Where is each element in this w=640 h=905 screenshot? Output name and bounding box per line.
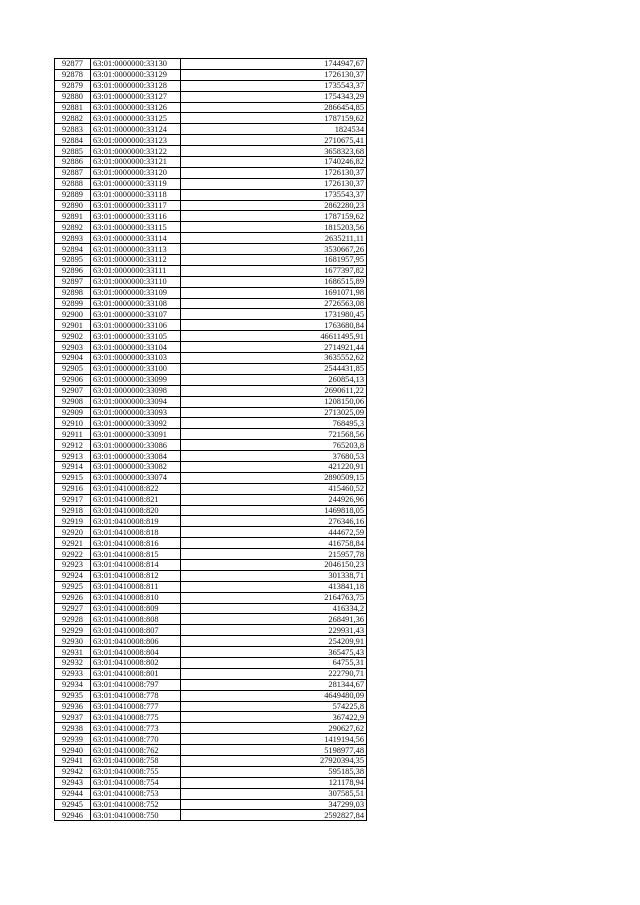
- row-number-cell: 92883: [55, 124, 91, 135]
- cadastral-number-cell: 63:01:0410008:820: [91, 505, 181, 516]
- cadastral-value-cell: 1208150,06: [181, 396, 367, 407]
- row-number-cell: 92926: [55, 592, 91, 603]
- cadastral-number-cell: 63:01:0000000:33114: [91, 233, 181, 244]
- cadastral-number-cell: 63:01:0000000:33074: [91, 472, 181, 483]
- cadastral-number-cell: 63:01:0410008:808: [91, 614, 181, 625]
- table-row: [55, 777, 367, 788]
- cadastral-value-cell: 4649480,09: [181, 690, 367, 701]
- cadastral-number-cell: 63:01:0000000:33092: [91, 418, 181, 429]
- row-number-cell: 92942: [55, 766, 91, 777]
- cadastral-number-cell: 63:01:0410008:758: [91, 756, 181, 767]
- table-row: [55, 745, 367, 756]
- table-row: [55, 91, 367, 102]
- table-row: [55, 287, 367, 298]
- table-row: [55, 625, 367, 636]
- row-number-cell: 92933: [55, 668, 91, 679]
- cadastral-value-cell: 1691071,98: [181, 287, 367, 298]
- table-row: [55, 211, 367, 222]
- cadastral-number-cell: 63:01:0000000:33124: [91, 124, 181, 135]
- cadastral-value-cell: 416334,2: [181, 603, 367, 614]
- row-number-cell: 92904: [55, 353, 91, 364]
- row-number-cell: 92887: [55, 167, 91, 178]
- cadastral-number-cell: 63:01:0410008:777: [91, 701, 181, 712]
- table-row: [55, 505, 367, 516]
- row-number-cell: 92930: [55, 636, 91, 647]
- row-number-cell: 92914: [55, 461, 91, 472]
- cadastral-value-cell: 2046150,23: [181, 559, 367, 570]
- row-number-cell: 92878: [55, 69, 91, 80]
- cadastral-value-cell: 595185,38: [181, 766, 367, 777]
- table-row: [55, 810, 367, 821]
- cadastral-number-cell: 63:01:0410008:814: [91, 559, 181, 570]
- table-row: [55, 178, 367, 189]
- cadastral-number-cell: 63:01:0410008:773: [91, 723, 181, 734]
- cadastral-number-cell: 63:01:0410008:753: [91, 788, 181, 799]
- cadastral-value-cell: 415460,52: [181, 483, 367, 494]
- cadastral-value-cell: 121178,94: [181, 777, 367, 788]
- cadastral-number-cell: 63:01:0000000:33111: [91, 265, 181, 276]
- row-number-cell: 92910: [55, 418, 91, 429]
- cadastral-number-cell: 63:01:0410008:822: [91, 483, 181, 494]
- cadastral-number-cell: 63:01:0000000:33116: [91, 211, 181, 222]
- row-number-cell: 92905: [55, 363, 91, 374]
- table-row: [55, 102, 367, 113]
- row-number-cell: 92888: [55, 178, 91, 189]
- table-row: [55, 712, 367, 723]
- table-row: [55, 723, 367, 734]
- row-number-cell: 92902: [55, 331, 91, 342]
- cadastral-value-cell: 347299,03: [181, 799, 367, 810]
- cadastral-value-cell: 301338,71: [181, 570, 367, 581]
- table-row: [55, 472, 367, 483]
- cadastral-number-cell: 63:01:0000000:33108: [91, 298, 181, 309]
- cadastral-value-cell: 307585,51: [181, 788, 367, 799]
- table-row: [55, 320, 367, 331]
- table-row: [55, 461, 367, 472]
- row-number-cell: 92899: [55, 298, 91, 309]
- cadastral-number-cell: 63:01:0000000:33128: [91, 80, 181, 91]
- row-number-cell: 92918: [55, 505, 91, 516]
- table-row: [55, 189, 367, 200]
- table-row: [55, 157, 367, 168]
- row-number-cell: 92893: [55, 233, 91, 244]
- table-row: [55, 483, 367, 494]
- table-row: [55, 331, 367, 342]
- cadastral-value-cell: 2890509,15: [181, 472, 367, 483]
- cadastral-value-cell: 2592827,84: [181, 810, 367, 821]
- row-number-cell: 92903: [55, 342, 91, 353]
- cadastral-number-cell: 63:01:0410008:819: [91, 516, 181, 527]
- cadastral-number-cell: 63:01:0000000:33126: [91, 102, 181, 113]
- row-number-cell: 92925: [55, 581, 91, 592]
- cadastral-value-cell: 260854,13: [181, 374, 367, 385]
- row-number-cell: 92901: [55, 320, 91, 331]
- cadastral-number-cell: 63:01:0000000:33123: [91, 135, 181, 146]
- table-row: [55, 135, 367, 146]
- cadastral-value-cell: 1677397,82: [181, 265, 367, 276]
- row-number-cell: 92911: [55, 429, 91, 440]
- table-row: [55, 734, 367, 745]
- cadastral-value-cell: 222790,71: [181, 668, 367, 679]
- cadastral-number-cell: 63:01:0000000:33130: [91, 59, 181, 70]
- table-row: [55, 353, 367, 364]
- cadastral-number-cell: 63:01:0410008:807: [91, 625, 181, 636]
- cadastral-value-cell: 1726130,37: [181, 69, 367, 80]
- cadastral-number-cell: 63:01:0000000:33086: [91, 440, 181, 451]
- row-number-cell: 92928: [55, 614, 91, 625]
- cadastral-number-cell: 63:01:0000000:33129: [91, 69, 181, 80]
- cadastral-value-cell: 416758,84: [181, 538, 367, 549]
- table-row: [55, 494, 367, 505]
- table-row: [55, 396, 367, 407]
- table-row: [55, 309, 367, 320]
- cadastral-number-cell: 63:01:0410008:809: [91, 603, 181, 614]
- cadastral-number-cell: 63:01:0410008:801: [91, 668, 181, 679]
- cadastral-number-cell: 63:01:0000000:33121: [91, 157, 181, 168]
- cadastral-number-cell: 63:01:0000000:33119: [91, 178, 181, 189]
- table-row: [55, 167, 367, 178]
- row-number-cell: 92932: [55, 657, 91, 668]
- cadastral-number-cell: 63:01:0000000:33109: [91, 287, 181, 298]
- cadastral-number-cell: 63:01:0410008:762: [91, 745, 181, 756]
- cadastral-number-cell: 63:01:0000000:33118: [91, 189, 181, 200]
- row-number-cell: 92943: [55, 777, 91, 788]
- cadastral-number-cell: 63:01:0410008:770: [91, 734, 181, 745]
- cadastral-value-cell: 46611495,91: [181, 331, 367, 342]
- row-number-cell: 92896: [55, 265, 91, 276]
- cadastral-value-cell: 444672,59: [181, 527, 367, 538]
- cadastral-number-cell: 63:01:0410008:797: [91, 679, 181, 690]
- row-number-cell: 92895: [55, 255, 91, 266]
- table-row: [55, 614, 367, 625]
- cadastral-number-cell: 63:01:0000000:33084: [91, 451, 181, 462]
- cadastral-number-cell: 63:01:0410008:754: [91, 777, 181, 788]
- cadastral-number-cell: 63:01:0000000:33094: [91, 396, 181, 407]
- row-number-cell: 92880: [55, 91, 91, 102]
- table-row: [55, 255, 367, 266]
- cadastral-value-cell: 290627,62: [181, 723, 367, 734]
- table-row: [55, 538, 367, 549]
- row-number-cell: 92877: [55, 59, 91, 70]
- table-row: [55, 69, 367, 80]
- table-row: [55, 603, 367, 614]
- cadastral-number-cell: 63:01:0410008:775: [91, 712, 181, 723]
- cadastral-value-cell: 3635552,62: [181, 353, 367, 364]
- table-row: [55, 799, 367, 810]
- row-number-cell: 92919: [55, 516, 91, 527]
- cadastral-number-cell: 63:01:0000000:33125: [91, 113, 181, 124]
- cadastral-value-cell: 367422,9: [181, 712, 367, 723]
- cadastral-value-cell: 413841,18: [181, 581, 367, 592]
- cadastral-value-cell: 64755,31: [181, 657, 367, 668]
- cadastral-value-cell: 1726130,37: [181, 178, 367, 189]
- cadastral-value-cell: 1469818,05: [181, 505, 367, 516]
- cadastral-number-cell: 63:01:0000000:33120: [91, 167, 181, 178]
- cadastral-value-cell: 215957,78: [181, 549, 367, 560]
- row-number-cell: 92944: [55, 788, 91, 799]
- table-row: [55, 59, 367, 70]
- row-number-cell: 92936: [55, 701, 91, 712]
- cadastral-value-cell: 421220,91: [181, 461, 367, 472]
- row-number-cell: 92879: [55, 80, 91, 91]
- row-number-cell: 92939: [55, 734, 91, 745]
- table-row: [55, 124, 367, 135]
- table-row: [55, 298, 367, 309]
- table-row: [55, 276, 367, 287]
- cadastral-number-cell: 63:01:0000000:33093: [91, 407, 181, 418]
- row-number-cell: 92946: [55, 810, 91, 821]
- cadastral-number-cell: 63:01:0000000:33115: [91, 222, 181, 233]
- cadastral-number-cell: 63:01:0000000:33082: [91, 461, 181, 472]
- cadastral-value-cell: 1815203,56: [181, 222, 367, 233]
- row-number-cell: 92881: [55, 102, 91, 113]
- table-row: [55, 592, 367, 603]
- cadastral-value-cell: 27920394,35: [181, 756, 367, 767]
- cadastral-value-cell: 2862280,23: [181, 200, 367, 211]
- row-number-cell: 92909: [55, 407, 91, 418]
- cadastral-value-cell: 1740246,82: [181, 157, 367, 168]
- row-number-cell: 92921: [55, 538, 91, 549]
- table-row: [55, 549, 367, 560]
- cadastral-number-cell: 63:01:0410008:778: [91, 690, 181, 701]
- row-number-cell: 92927: [55, 603, 91, 614]
- cadastral-number-cell: 63:01:0410008:755: [91, 766, 181, 777]
- table-row: [55, 766, 367, 777]
- row-number-cell: 92884: [55, 135, 91, 146]
- cadastral-value-cell: 2710675,41: [181, 135, 367, 146]
- cadastral-value-cell: 365475,43: [181, 647, 367, 658]
- row-number-cell: 92908: [55, 396, 91, 407]
- cadastral-value-cell: 1763680,84: [181, 320, 367, 331]
- table-body: [55, 59, 367, 821]
- row-number-cell: 92900: [55, 309, 91, 320]
- cadastral-number-cell: 63:01:0000000:33105: [91, 331, 181, 342]
- table-row: [55, 407, 367, 418]
- table-row: [55, 418, 367, 429]
- cadastral-number-cell: 63:01:0410008:811: [91, 581, 181, 592]
- cadastral-value-cell: 2714921,44: [181, 342, 367, 353]
- row-number-cell: 92922: [55, 549, 91, 560]
- cadastral-value-cell: 276346,16: [181, 516, 367, 527]
- cadastral-number-cell: 63:01:0000000:33122: [91, 146, 181, 157]
- table-row: [55, 244, 367, 255]
- table-row: [55, 342, 367, 353]
- cadastral-value-cell: 3658323,68: [181, 146, 367, 157]
- row-number-cell: 92923: [55, 559, 91, 570]
- row-number-cell: 92882: [55, 113, 91, 124]
- row-number-cell: 92892: [55, 222, 91, 233]
- row-number-cell: 92929: [55, 625, 91, 636]
- row-number-cell: 92885: [55, 146, 91, 157]
- row-number-cell: 92941: [55, 756, 91, 767]
- cadastral-value-cell: 2635211,11: [181, 233, 367, 244]
- cadastral-value-cell: 1735543,37: [181, 80, 367, 91]
- table-row: [55, 374, 367, 385]
- row-number-cell: 92906: [55, 374, 91, 385]
- cadastral-value-cell: 229931,43: [181, 625, 367, 636]
- cadastral-number-cell: 63:01:0000000:33107: [91, 309, 181, 320]
- row-number-cell: 92935: [55, 690, 91, 701]
- row-number-cell: 92940: [55, 745, 91, 756]
- row-number-cell: 92907: [55, 385, 91, 396]
- row-number-cell: 92937: [55, 712, 91, 723]
- cadastral-number-cell: 63:01:0410008:752: [91, 799, 181, 810]
- table-row: [55, 516, 367, 527]
- cadastral-number-cell: 63:01:0410008:810: [91, 592, 181, 603]
- cadastral-value-cell: 5198977,48: [181, 745, 367, 756]
- row-number-cell: 92917: [55, 494, 91, 505]
- row-number-cell: 92945: [55, 799, 91, 810]
- cadastral-value-cell: 1731980,45: [181, 309, 367, 320]
- row-number-cell: 92915: [55, 472, 91, 483]
- table-row: [55, 385, 367, 396]
- cadastral-value-cell: 2164763,75: [181, 592, 367, 603]
- row-number-cell: 92924: [55, 570, 91, 581]
- cadastral-value-cell: 1824534: [181, 124, 367, 135]
- cadastral-value-cell: 1754343,29: [181, 91, 367, 102]
- row-number-cell: 92897: [55, 276, 91, 287]
- table-row: [55, 701, 367, 712]
- row-number-cell: 92913: [55, 451, 91, 462]
- cadastral-number-cell: 63:01:0000000:33117: [91, 200, 181, 211]
- cadastral-number-cell: 63:01:0410008:804: [91, 647, 181, 658]
- cadastral-number-cell: 63:01:0410008:821: [91, 494, 181, 505]
- cadastral-number-cell: 63:01:0000000:33091: [91, 429, 181, 440]
- cadastral-value-cell: 1787159,62: [181, 211, 367, 222]
- cadastral-number-cell: 63:01:0410008:818: [91, 527, 181, 538]
- table-row: [55, 440, 367, 451]
- table-row: [55, 527, 367, 538]
- table-row: [55, 690, 367, 701]
- table-row: [55, 559, 367, 570]
- cadastral-value-cell: 2690611,22: [181, 385, 367, 396]
- cadastral-number-cell: 63:01:0410008:750: [91, 810, 181, 821]
- cadastral-number-cell: 63:01:0000000:33112: [91, 255, 181, 266]
- table-row: [55, 146, 367, 157]
- table-row: [55, 451, 367, 462]
- cadastral-value-cell: 2713025,09: [181, 407, 367, 418]
- table-row: [55, 788, 367, 799]
- cadastral-number-cell: 63:01:0410008:806: [91, 636, 181, 647]
- table-row: [55, 200, 367, 211]
- table-row: [55, 657, 367, 668]
- cadastral-number-cell: 63:01:0000000:33110: [91, 276, 181, 287]
- table-row: [55, 222, 367, 233]
- cadastral-number-cell: 63:01:0410008:816: [91, 538, 181, 549]
- row-number-cell: 92912: [55, 440, 91, 451]
- cadastral-value-cell: 721568,56: [181, 429, 367, 440]
- table-row: [55, 265, 367, 276]
- table-row: [55, 570, 367, 581]
- table-row: [55, 636, 367, 647]
- cadastral-value-cell: 1744947,67: [181, 59, 367, 70]
- cadastral-number-cell: 63:01:0000000:33113: [91, 244, 181, 255]
- cadastral-number-cell: 63:01:0410008:802: [91, 657, 181, 668]
- cadastral-number-cell: 63:01:0410008:812: [91, 570, 181, 581]
- cadastral-value-cell: 1726130,37: [181, 167, 367, 178]
- cadastral-value-cell: 768495,3: [181, 418, 367, 429]
- cadastral-number-cell: 63:01:0000000:33099: [91, 374, 181, 385]
- table-row: [55, 647, 367, 658]
- cadastral-value-cell: 2544431,85: [181, 363, 367, 374]
- cadastral-number-cell: 63:01:0410008:815: [91, 549, 181, 560]
- cadastral-value-cell: 2726563,08: [181, 298, 367, 309]
- cadastral-value-cell: 1419194,56: [181, 734, 367, 745]
- table-row: [55, 679, 367, 690]
- row-number-cell: 92934: [55, 679, 91, 690]
- cadastral-value-cell: 1735543,37: [181, 189, 367, 200]
- cadastral-number-cell: 63:01:0000000:33100: [91, 363, 181, 374]
- row-number-cell: 92920: [55, 527, 91, 538]
- cadastral-value-cell: 244926,96: [181, 494, 367, 505]
- table-row: [55, 429, 367, 440]
- row-number-cell: 92931: [55, 647, 91, 658]
- cadastral-value-cell: 1787159,62: [181, 113, 367, 124]
- cadastral-value-cell: 765203,8: [181, 440, 367, 451]
- cadastral-value-table: [54, 58, 367, 821]
- row-number-cell: 92886: [55, 157, 91, 168]
- cadastral-value-cell: 37680,53: [181, 451, 367, 462]
- cadastral-number-cell: 63:01:0000000:33098: [91, 385, 181, 396]
- row-number-cell: 92898: [55, 287, 91, 298]
- cadastral-value-cell: 574225,8: [181, 701, 367, 712]
- table-row: [55, 363, 367, 374]
- cadastral-number-cell: 63:01:0000000:33103: [91, 353, 181, 364]
- row-number-cell: 92894: [55, 244, 91, 255]
- cadastral-value-cell: 3530667,26: [181, 244, 367, 255]
- cadastral-value-cell: 254209,91: [181, 636, 367, 647]
- cadastral-value-cell: 2866454,85: [181, 102, 367, 113]
- row-number-cell: 92891: [55, 211, 91, 222]
- table-row: [55, 581, 367, 592]
- table-row: [55, 80, 367, 91]
- row-number-cell: 92938: [55, 723, 91, 734]
- row-number-cell: 92890: [55, 200, 91, 211]
- cadastral-number-cell: 63:01:0000000:33106: [91, 320, 181, 331]
- cadastral-value-cell: 281344,67: [181, 679, 367, 690]
- cadastral-number-cell: 63:01:0000000:33104: [91, 342, 181, 353]
- table-row: [55, 113, 367, 124]
- row-number-cell: 92889: [55, 189, 91, 200]
- cadastral-value-cell: 1686515,89: [181, 276, 367, 287]
- table-row: [55, 668, 367, 679]
- table-row: [55, 756, 367, 767]
- cadastral-number-cell: 63:01:0000000:33127: [91, 91, 181, 102]
- cadastral-value-cell: 268491,36: [181, 614, 367, 625]
- row-number-cell: 92916: [55, 483, 91, 494]
- cadastral-value-cell: 1681957,95: [181, 255, 367, 266]
- table-row: [55, 233, 367, 244]
